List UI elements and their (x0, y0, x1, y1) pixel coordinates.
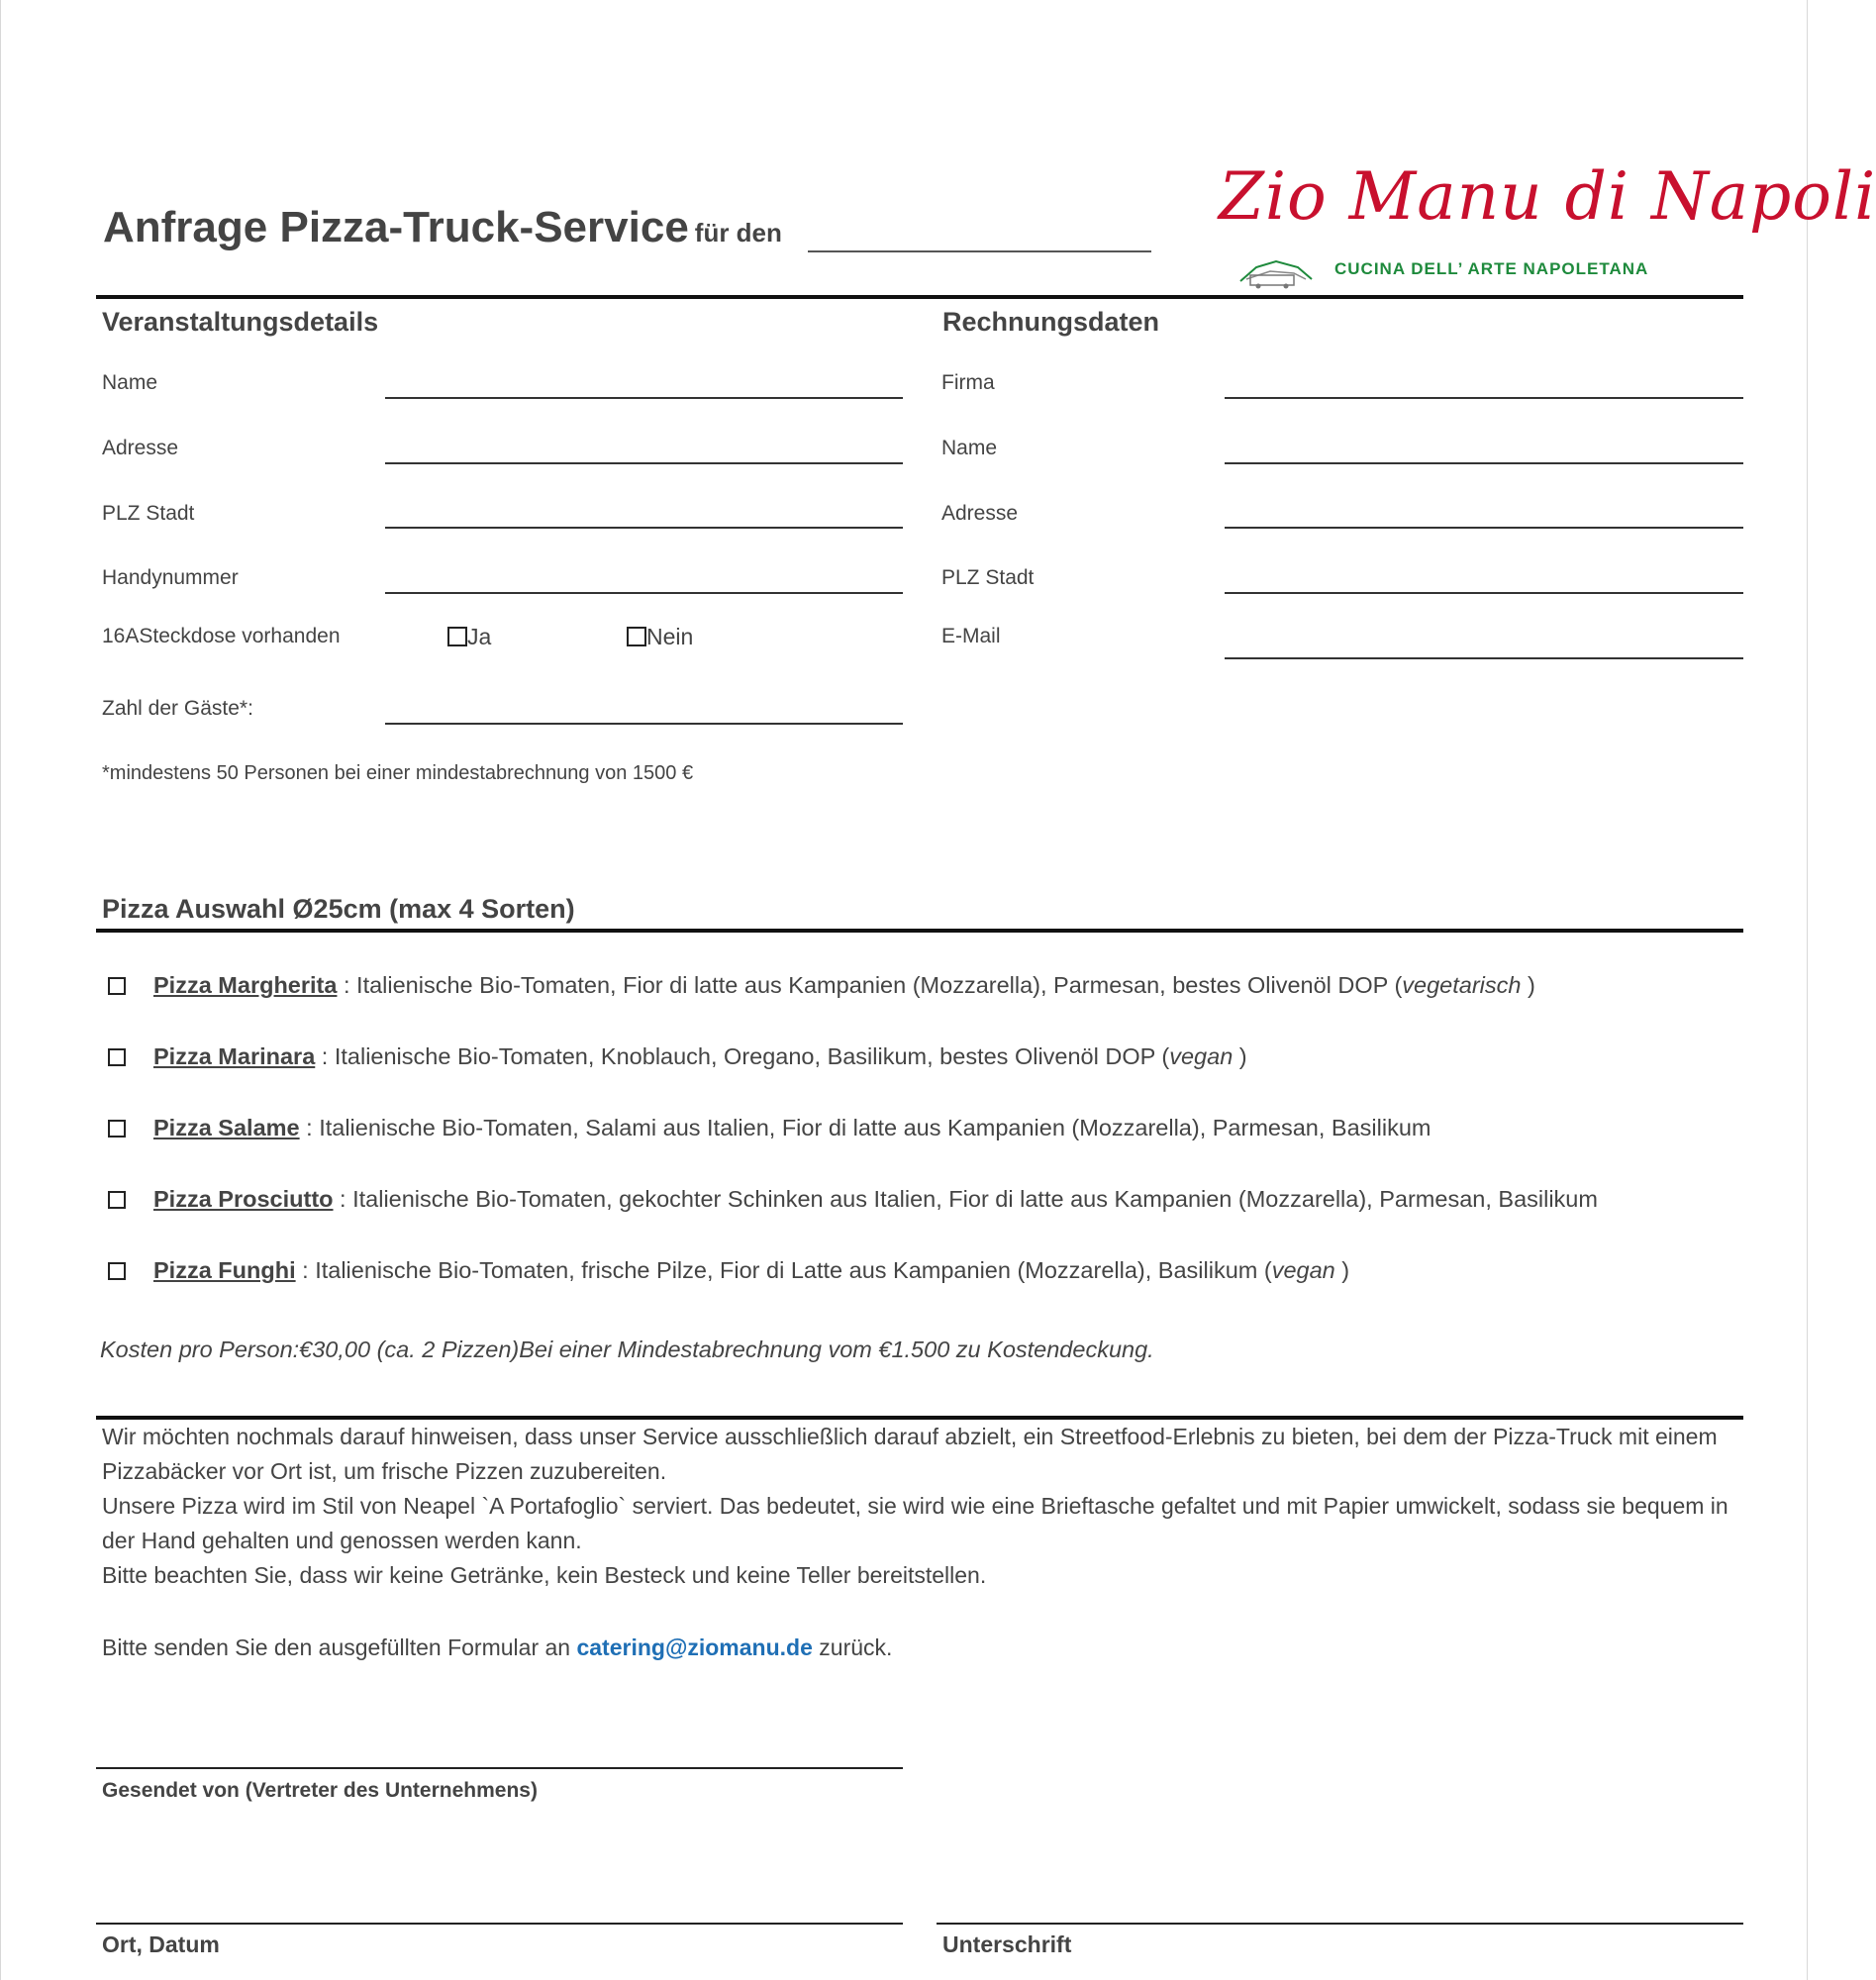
pizza-desc: : Italienische Bio-Tomaten, Salami aus Italien, Fior di latte aus Kampanien (Mozzarella), Parmesan, Basilikum (299, 1115, 1432, 1140)
billing-name-input[interactable] (1225, 462, 1743, 464)
guests-input[interactable] (385, 723, 903, 725)
pizza-option-marinara[interactable] (108, 1043, 1247, 1070)
billing-email-input[interactable] (1225, 657, 1743, 659)
info-text (102, 1420, 1745, 1593)
event-zip-city-label: PLZ Stadt (102, 502, 195, 525)
event-address-label: Adresse (102, 437, 179, 459)
socket-yes-label: Ja (467, 624, 492, 649)
date-input-line[interactable] (808, 250, 1151, 252)
info-paragraph-1: Wir möchten nochmals darauf hinweisen, dass unser Service ausschließlich darauf abzielt, ein Streetfood-Erlebnis zu bieten, bei dem der Pizza-Truck mit einem Pizzabäcker vor Ort ist, um frische Pizzen zuzubereiten. (102, 1424, 1718, 1484)
title-suffix: für den (694, 218, 782, 248)
event-phone-label: Handynummer (102, 566, 239, 589)
pizza-heading: Pizza Auswahl Ø25cm (max 4 Sorten) (102, 894, 575, 924)
place-date-line[interactable] (96, 1923, 903, 1925)
socket-yes-option[interactable] (447, 624, 491, 650)
pizza-option-salame[interactable] (108, 1115, 1431, 1141)
event-name-label: Name (102, 371, 158, 394)
guests-label: Zahl der Gäste*: (102, 697, 253, 720)
signature-label: Unterschrift (942, 1931, 1072, 1957)
email-link[interactable]: catering@ziomanu.de (576, 1634, 813, 1660)
guests-footnote: *mindestens 50 Personen bei einer mindestabrechnung von 1500 € (102, 762, 694, 784)
pizza-option-funghi[interactable] (108, 1257, 1349, 1284)
pizza-checkbox[interactable] (108, 1191, 126, 1209)
socket-no-label: Nein (646, 624, 694, 649)
header-divider (96, 295, 1743, 299)
billing-name-label: Name (941, 437, 998, 459)
cost-note: Kosten pro Person:€30,00 (ca. 2 Pizzen)Bei einer Mindestabrechnung vom €1.500 zu Kostendeckung. (100, 1336, 1154, 1362)
billing-zip-city-label: PLZ Stadt (941, 566, 1035, 589)
event-phone-input[interactable] (385, 592, 903, 594)
signature-line[interactable] (937, 1923, 1743, 1925)
pizza-desc: : Italienische Bio-Tomaten, Fior di latte aus Kampanien (Mozzarella), Parmesan, bestes Olivenöl DOP (vegetarisch ) (337, 972, 1535, 998)
socket-no-checkbox[interactable] (627, 627, 646, 646)
event-heading: Veranstaltungsdetails (102, 307, 379, 337)
event-zip-city-input[interactable] (385, 527, 903, 529)
info-paragraph-3: Bitte beachten Sie, dass wir keine Getränke, kein Besteck und keine Teller bereitstellen. (102, 1562, 987, 1588)
billing-address-label: Adresse (941, 502, 1019, 525)
place-date-label: Ort, Datum (102, 1931, 220, 1957)
logo-subtitle: CUCINA DELL’ ARTE NAPOLETANA (1334, 259, 1649, 278)
pizza-option-margherita[interactable] (108, 972, 1535, 999)
pizza-name: Pizza Prosciutto (153, 1186, 334, 1212)
pizza-divider (96, 929, 1743, 933)
sent-by-line[interactable] (96, 1767, 903, 1769)
pizza-checkbox[interactable] (108, 1048, 126, 1066)
event-address-input[interactable] (385, 462, 903, 464)
event-name-input[interactable] (385, 397, 903, 399)
logo-script: Zio Manu di Napoli (1219, 158, 1876, 235)
pizza-name: Pizza Salame (153, 1115, 300, 1140)
pizza-checkbox[interactable] (108, 977, 126, 995)
socket-yes-checkbox[interactable] (447, 627, 467, 646)
truck-logo-icon (1236, 255, 1316, 289)
billing-heading: Rechnungsdaten (942, 307, 1160, 337)
pizza-option-prosciutto[interactable] (108, 1186, 1598, 1213)
billing-company-input[interactable] (1225, 397, 1743, 399)
billing-company-label: Firma (941, 371, 995, 394)
title-text: Anfrage Pizza-Truck-Service (103, 203, 689, 251)
pizza-name: Pizza Margherita (153, 972, 338, 998)
pizza-checkbox[interactable] (108, 1262, 126, 1280)
billing-email-label: E-Mail (941, 625, 1001, 647)
sent-by-label: Gesendet von (Vertreter des Unternehmens) (102, 1779, 538, 1802)
pizza-name: Pizza Funghi (153, 1257, 296, 1283)
page-title (103, 203, 782, 252)
pizza-desc: : Italienische Bio-Tomaten, frische Pilze, Fior di Latte aus Kampanien (Mozzarella), Basilikum (vegan ) (295, 1257, 1350, 1283)
pizza-desc: : Italienische Bio-Tomaten, gekochter Schinken aus Italien, Fior di latte aus Kampanien (Mozzarella), Parmesan, Basilikum (333, 1186, 1598, 1212)
info-paragraph-2: Unsere Pizza wird im Stil von Neapel `A Portafoglio` serviert. Das bedeutet, sie wird wie eine Brieftasche gefaltet und mit Papier umwickelt, sodass sie bequem in der Hand gehalten und genossen werden kann. (102, 1493, 1728, 1553)
send-instruction: Bitte senden Sie den ausgefüllten Formular an catering@ziomanu.de zurück. (102, 1634, 893, 1660)
pizza-name: Pizza Marinara (153, 1043, 316, 1069)
socket-label: 16ASteckdose vorhanden (102, 625, 341, 647)
billing-address-input[interactable] (1225, 527, 1743, 529)
socket-no-option[interactable] (627, 624, 693, 650)
pizza-desc: : Italienische Bio-Tomaten, Knoblauch, Oregano, Basilikum, bestes Olivenöl DOP (vegan ) (315, 1043, 1247, 1069)
billing-zip-city-input[interactable] (1225, 592, 1743, 594)
pizza-checkbox[interactable] (108, 1120, 126, 1138)
